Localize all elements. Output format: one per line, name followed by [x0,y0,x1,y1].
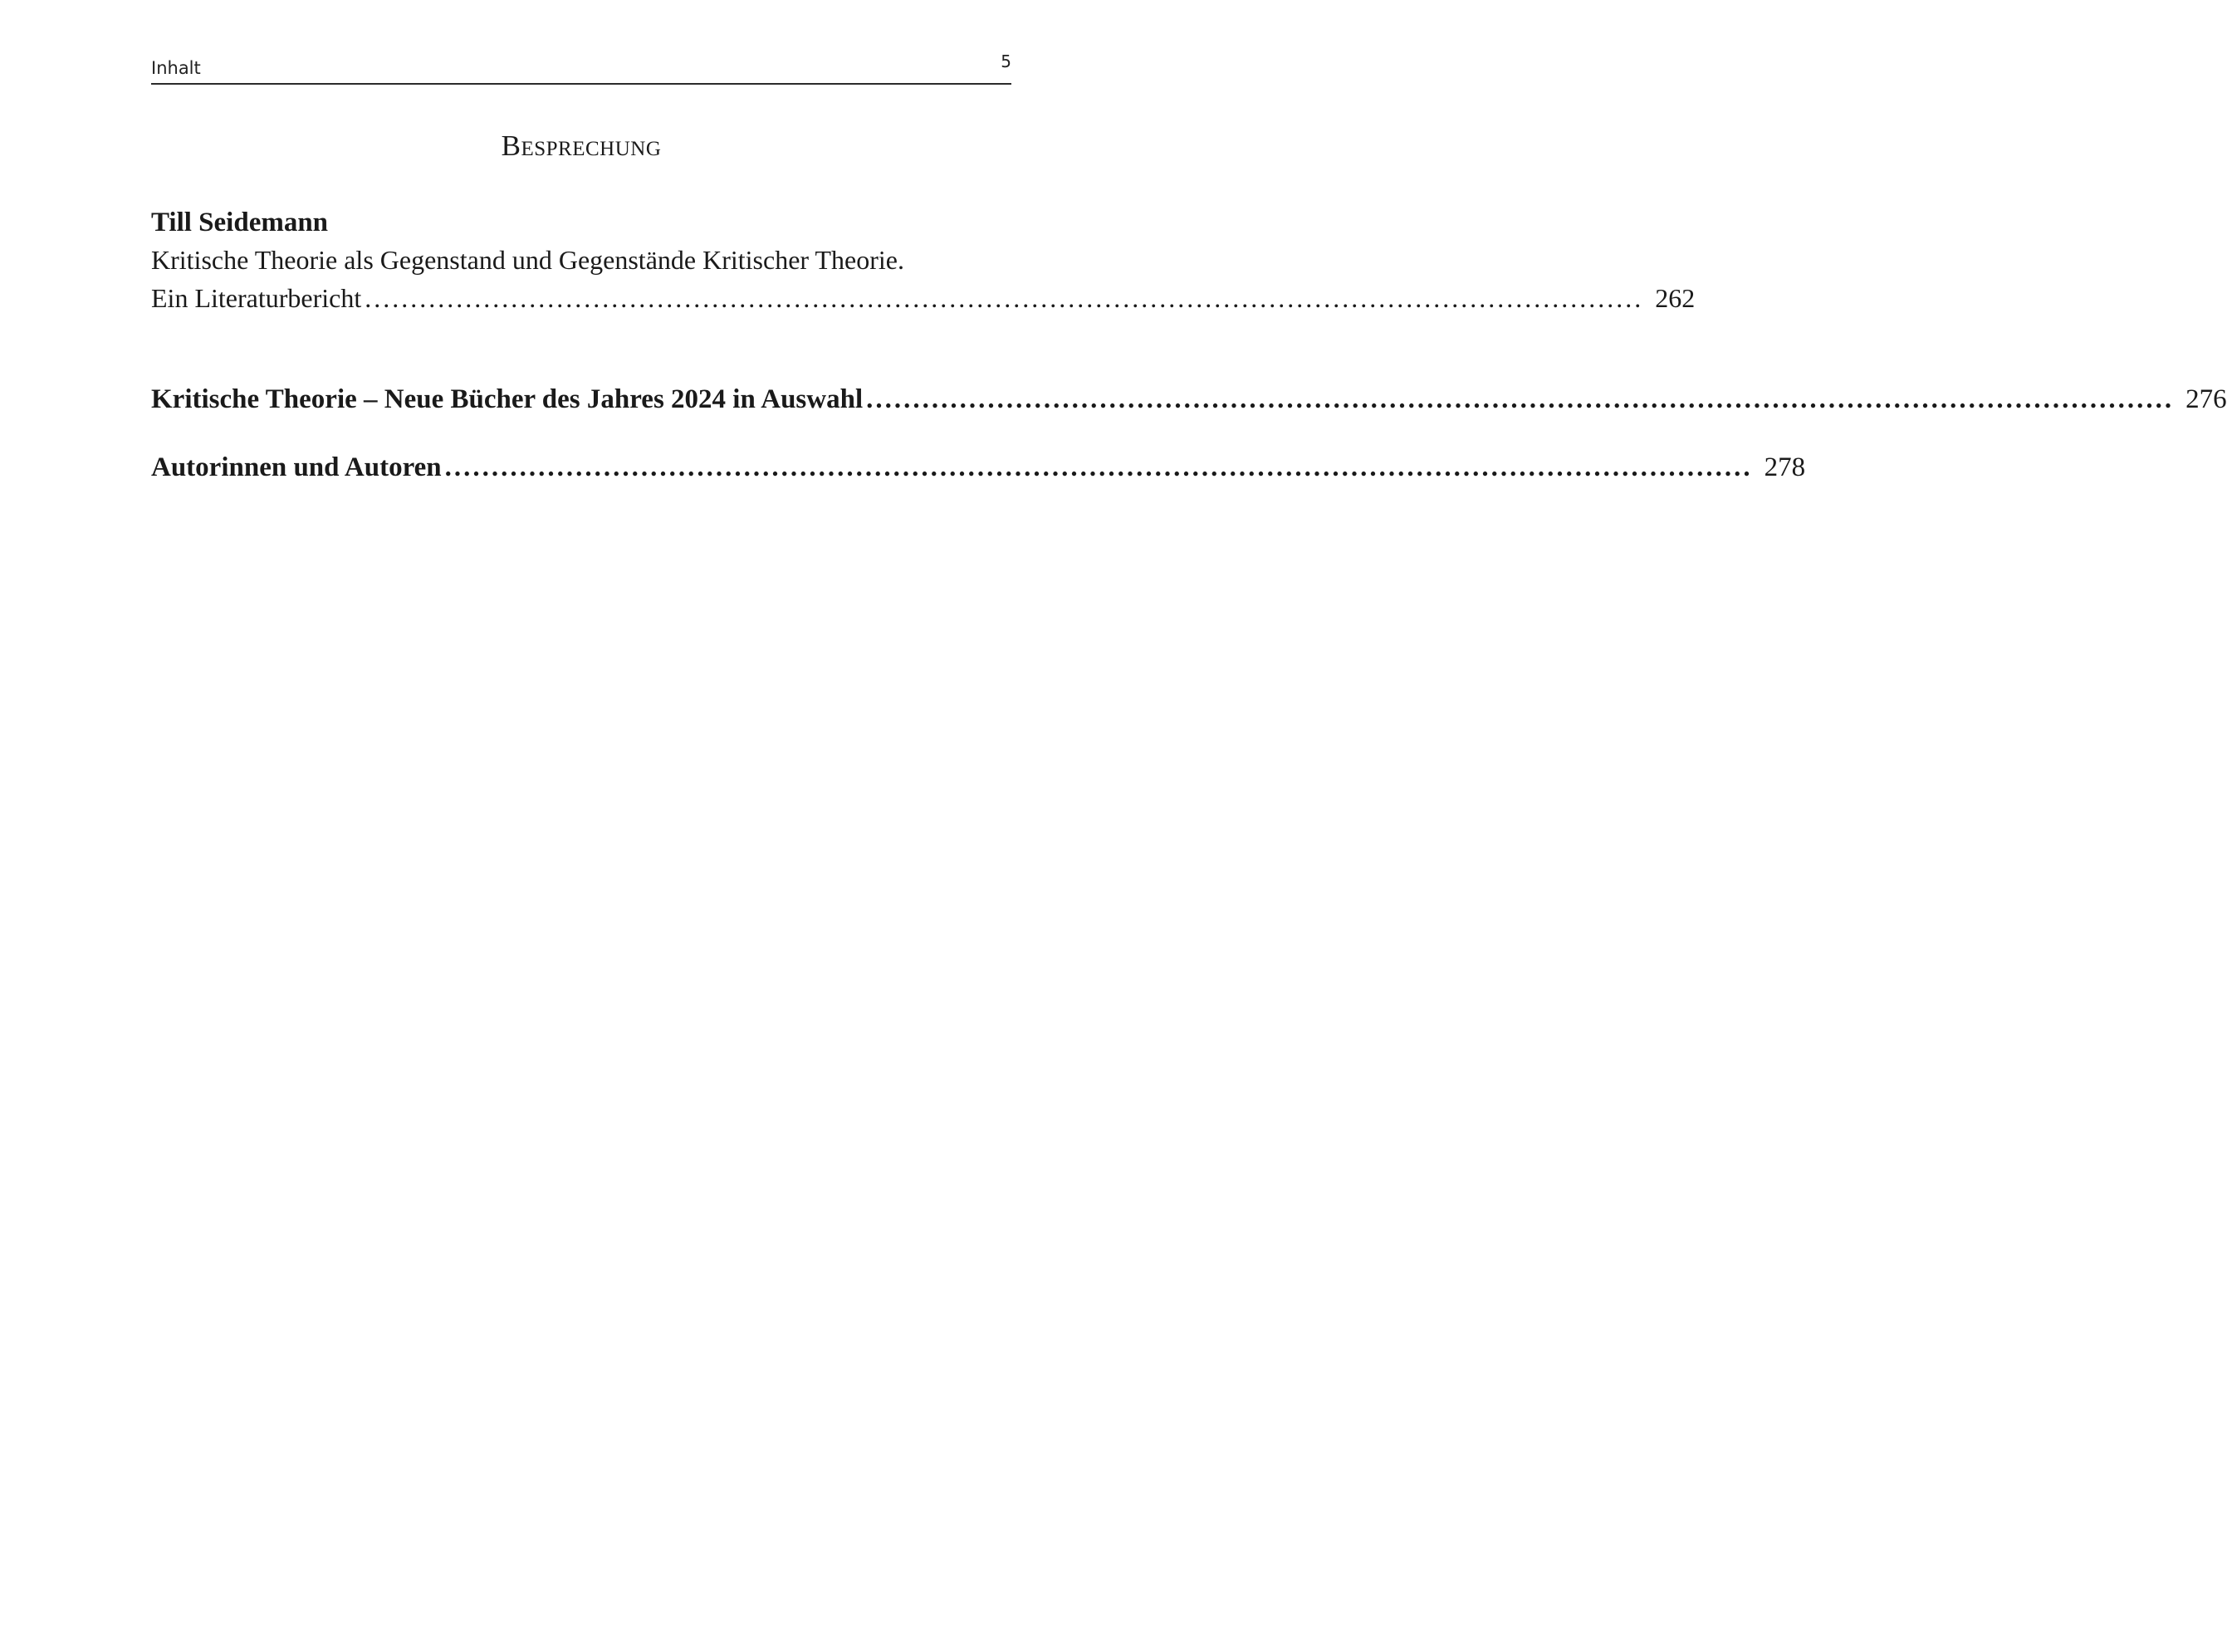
toc-entry-authors [151,448,1806,486]
dot-leader: ............................................................................................................................................ [444,452,1753,482]
running-head-title: Inhalt [151,58,201,78]
entry-title-continuation: Ein Literaturbericht [151,283,362,313]
entry-title-line-with-page [151,279,1696,317]
entry-title: Autorinnen und Autoren [151,452,442,482]
entry-author: Till Seidemann [151,208,329,237]
dot-leader: ............................................................................................................................................ [365,283,1644,313]
entry-page-number: 262 [1655,283,1696,313]
running-head-page-number: 5 [1001,51,1011,71]
section-heading: Besprechung [501,130,662,162]
running-head [151,48,1011,85]
toc-entry-review [151,204,1696,317]
entry-title: Kritische Theorie – Neue Bücher des Jahres 2024 in Auswahl [151,384,864,414]
dot-leader: ............................................................................................................................................ [866,384,2175,414]
entry-title-line: Kritische Theorie als Gegenstand und Gegenstände Kritischer Theorie. [151,245,904,275]
entry-page-number: 278 [1764,452,1806,482]
entry-page-number: 276 [2185,384,2227,414]
toc-entry-new-books [151,380,2227,418]
